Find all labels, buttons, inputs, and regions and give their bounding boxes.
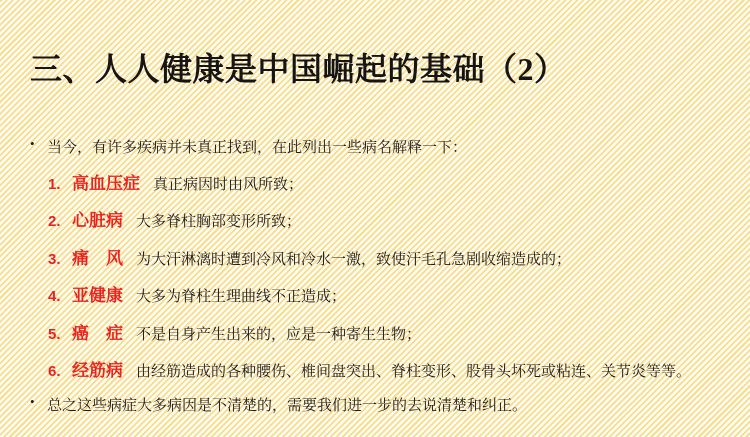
disease-description: 真正病因时由风所致； xyxy=(153,177,304,193)
closing-text: 总之这些病症大多病因是不清楚的，需要我们进一步的去说清楚和纠正。 xyxy=(47,398,528,414)
disease-description: 大多脊柱胸部变形所致； xyxy=(136,214,302,230)
disease-term: 痛 风 xyxy=(72,249,123,268)
item-number: 2. xyxy=(48,213,61,230)
intro-bullet-line xyxy=(30,136,467,157)
bullet-icon: • xyxy=(30,394,35,409)
item-number: 5. xyxy=(48,326,61,343)
disease-item-5 xyxy=(48,319,421,344)
closing-bullet-line xyxy=(30,394,527,415)
intro-text: 当今，有许多疾病并未真正找到，在此列出一些病名解释一下： xyxy=(47,140,468,156)
item-number: 3. xyxy=(48,251,61,268)
disease-item-1 xyxy=(48,169,303,194)
item-number: 1. xyxy=(48,176,61,193)
disease-description: 为大汗淋漓时遭到冷风和冷水一激，致使汗毛孔急剧收缩造成的； xyxy=(136,252,572,268)
disease-term: 高血压症 xyxy=(72,174,140,193)
disease-item-6 xyxy=(48,356,691,381)
disease-description: 不是自身产生出来的，应是一种寄生生物； xyxy=(136,327,422,343)
item-number: 4. xyxy=(48,288,61,305)
item-number: 6. xyxy=(48,363,61,380)
disease-description: 大多为脊柱生理曲线不正造成； xyxy=(136,289,347,305)
slide-title: 三、人人健康是中国崛起的基础（2） xyxy=(30,51,567,87)
disease-item-3 xyxy=(48,244,571,269)
disease-term: 心脏病 xyxy=(72,211,123,230)
bullet-icon: • xyxy=(30,136,35,151)
disease-item-4 xyxy=(48,281,346,306)
disease-term: 癌 症 xyxy=(72,324,123,343)
disease-term: 经筋病 xyxy=(72,361,123,380)
disease-term: 亚健康 xyxy=(72,286,123,305)
disease-item-2 xyxy=(48,206,301,231)
disease-description: 由经筋造成的各种腰伤、椎间盘突出、脊柱变形、股骨头坏死或粘连、关节炎等等。 xyxy=(136,364,692,380)
